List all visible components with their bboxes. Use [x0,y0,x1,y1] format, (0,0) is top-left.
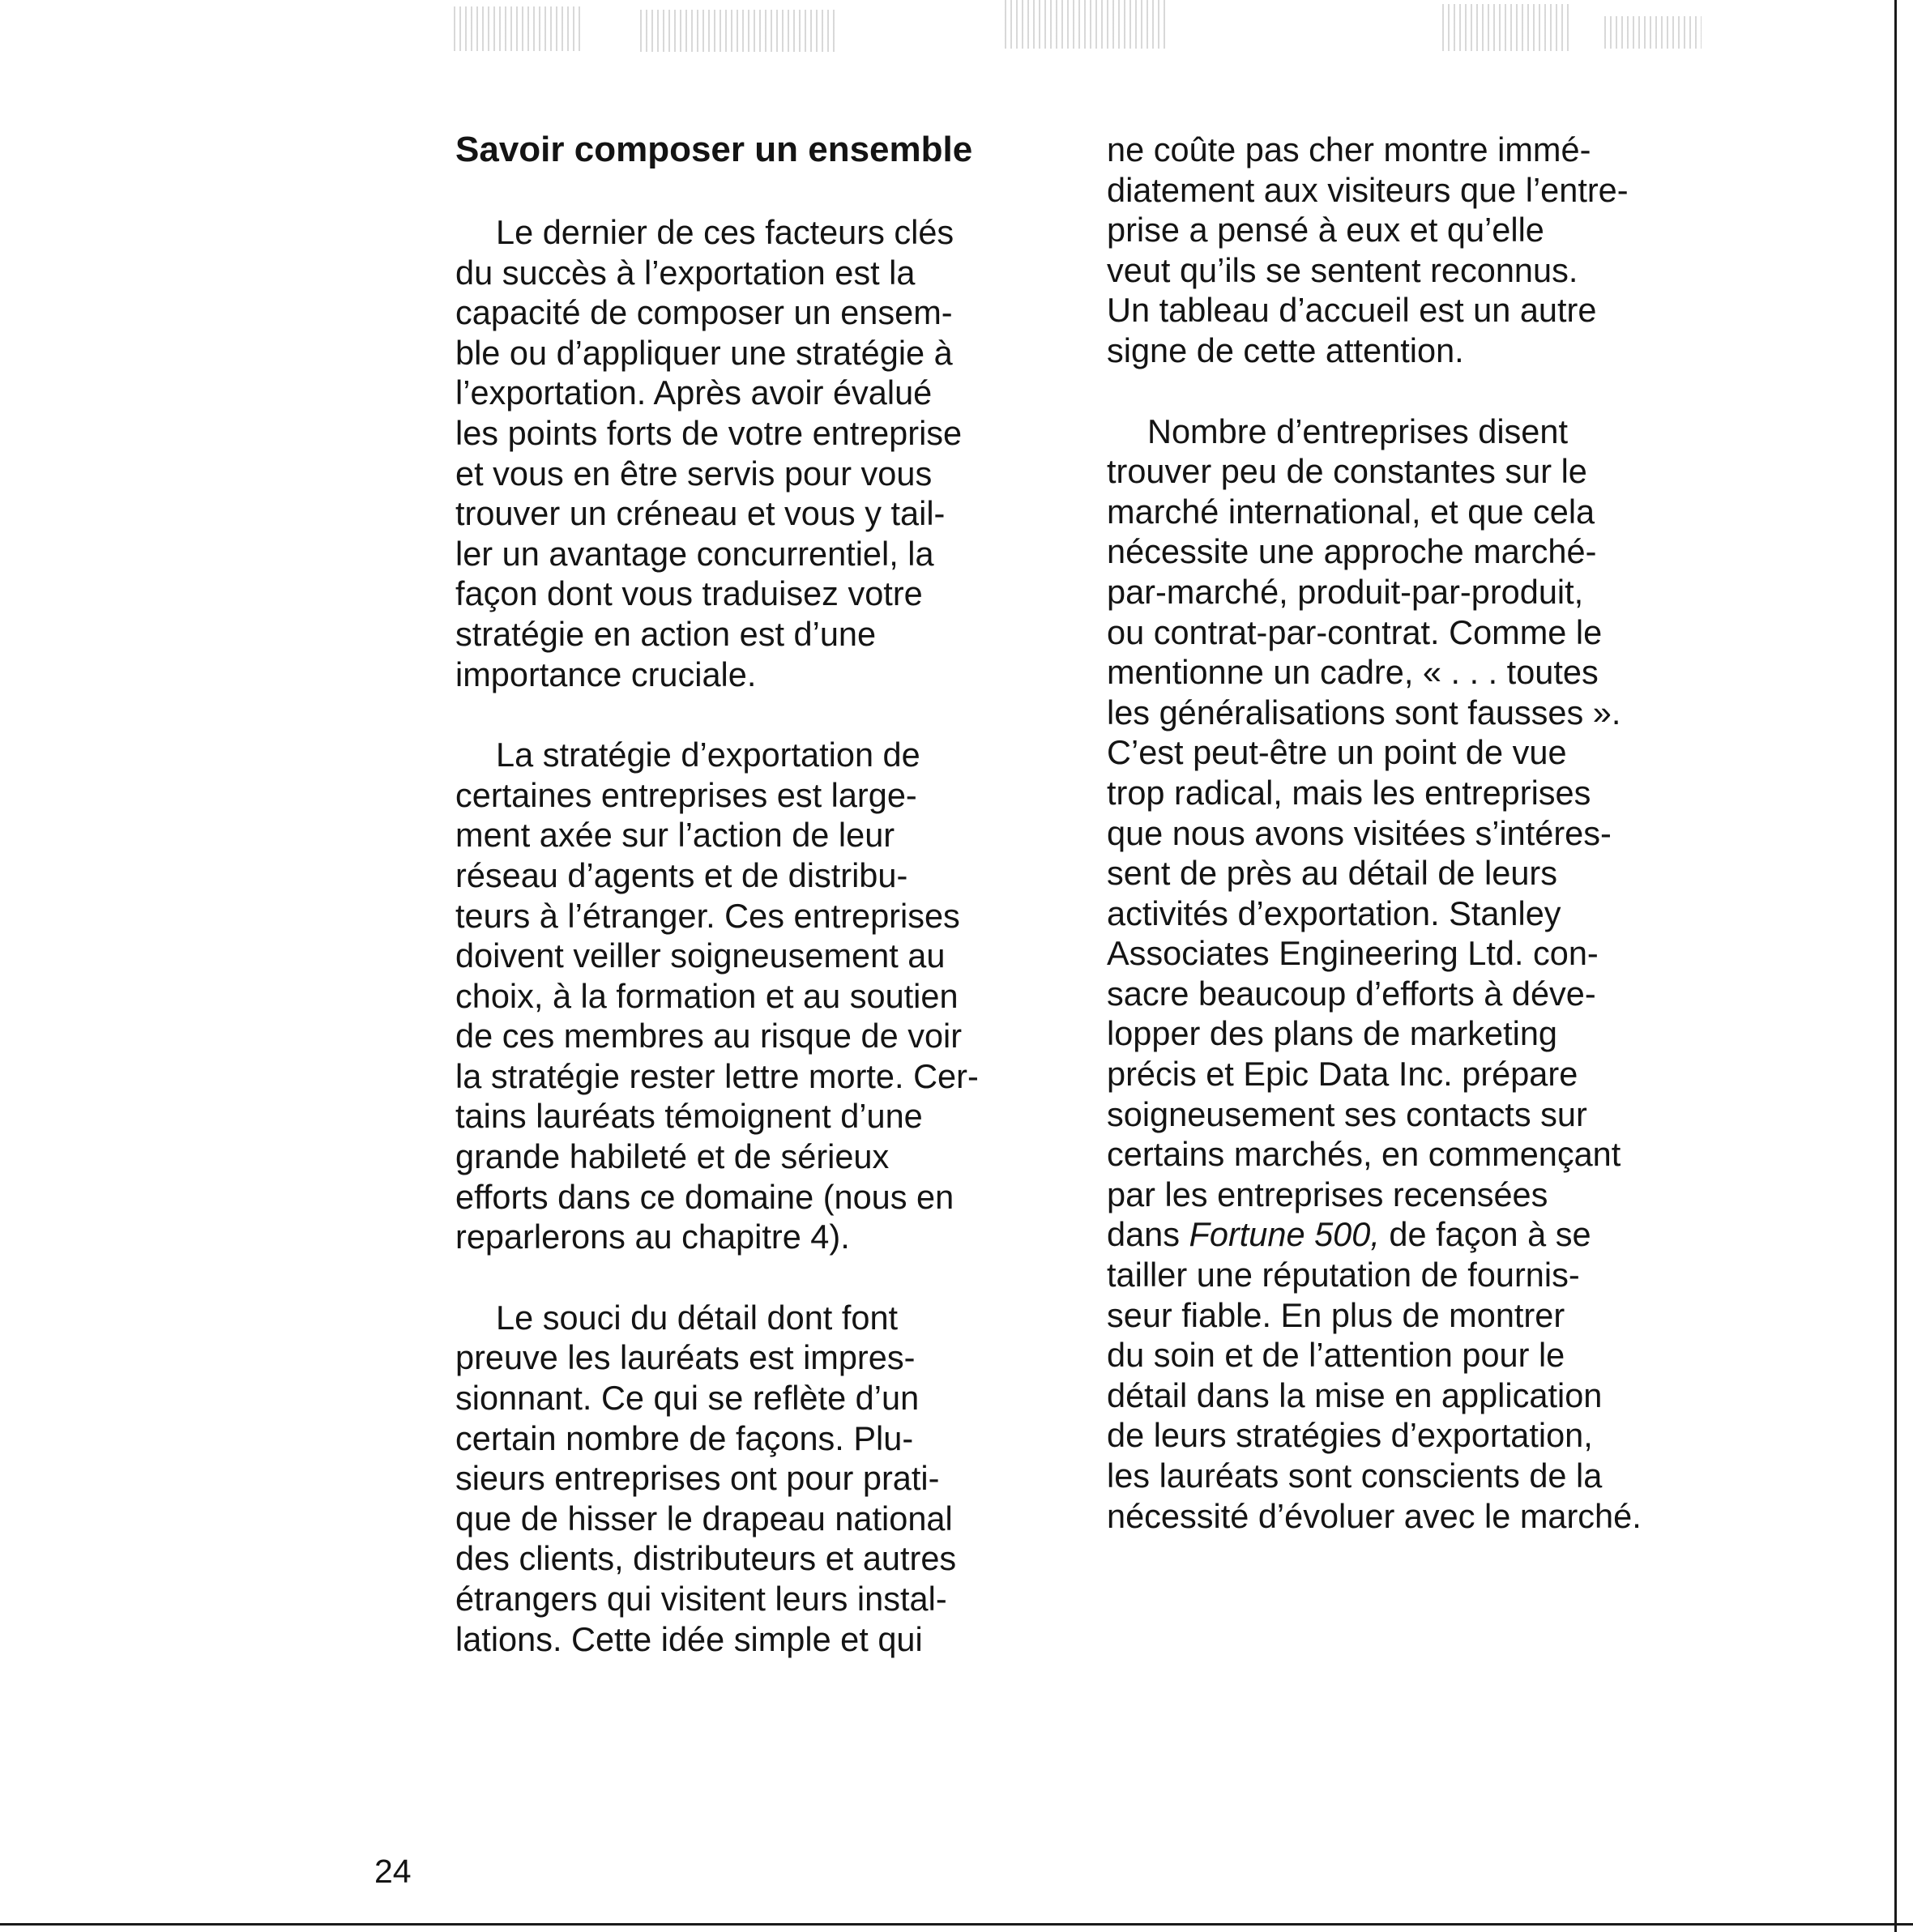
page-edge-bottom [0,1923,1913,1926]
text-line: détail dans la mise en application [1107,1375,1603,1414]
text-line: lations. Cette idée simple et qui [455,1619,923,1658]
text-line: sent de près au détail de leurs [1107,854,1557,893]
text-line: des clients, distributeurs et autres [455,1539,957,1578]
text-line: étrangers qui visitent leurs instal- [455,1580,947,1618]
text-line: sieurs entreprises ont pour prati- [455,1459,940,1498]
text-line-with-italic [1107,1214,1723,1255]
text-line: réseau d’agents et de distribu- [455,855,908,894]
text-line: signe de cette attention. [1107,331,1464,369]
text-line: ou contrat-par-contrat. Comme le [1107,612,1603,651]
text-line: capacité de composer un ensem- [455,293,953,332]
text-line: du succès à l’exportation est la [455,253,916,292]
text-line: Le dernier de ces facteurs clés [496,213,954,251]
paragraph-right-2 [1107,412,1723,1537]
text-line: du soin et de l’attention pour le [1107,1336,1565,1375]
text-line: grande habileté et de sérieux [455,1137,890,1176]
text-line: preuve les lauréats est impres- [455,1338,916,1377]
text-line: les points forts de votre entreprise [455,413,963,452]
text-line: ne coûte pas cher montre immé- [1107,130,1591,168]
text-line: par les entreprises recensées [1107,1175,1548,1213]
text-line: les lauréats sont conscients de la [1107,1456,1603,1495]
text-line: importance cruciale. [455,655,757,693]
text-line: l’exportation. Après avoir évalué [455,373,933,412]
text-line: de ces membres au risque de voir [455,1017,963,1056]
paragraph-left-2 [455,735,1071,1257]
text-line: Nombre d’entreprises disent [1147,412,1568,450]
text-fragment: de façon à se [1379,1215,1591,1254]
text-line: la stratégie rester lettre morte. Cer- [455,1056,979,1095]
text-line: lopper des plans de marketing [1107,1014,1557,1053]
text-line: précis et Epic Data Inc. prépare [1107,1055,1578,1094]
text-line: trouver un créneau et vous y tail- [455,494,946,533]
text-line: Le souci du détail dont font [496,1298,899,1337]
text-line: efforts dans ce domaine (nous en [455,1177,954,1216]
text-line: trouver peu de constantes sur le [1107,452,1587,491]
text-line: que nous avons visitées s’intéres- [1107,813,1612,852]
text-line: mentionne un cadre, « . . . toutes [1107,653,1599,692]
text-line: trop radical, mais les entreprises [1107,773,1591,812]
text-line: C’est peut-être un point de vue [1107,733,1567,772]
text-line: reparlerons au chapitre 4). [455,1218,850,1256]
paragraph-right-1 [1107,130,1723,371]
text-line: certains marchés, en commençant [1107,1135,1621,1174]
paragraph-left-3 [455,1298,1071,1659]
text-line: que de hisser le drapeau national [455,1499,953,1537]
text-line: nécessite une approche marché- [1107,532,1597,571]
text-line: teurs à l’étranger. Ces entreprises [455,896,960,935]
text-line: Associates Engineering Ltd. con- [1107,934,1599,973]
text-line: certain nombre de façons. Plu- [455,1418,914,1457]
text-line: stratégie en action est d’une [455,614,877,653]
text-line: les généralisations sont fausses ». [1107,693,1621,731]
text-fragment: dans [1107,1215,1189,1254]
text-line: tains lauréats témoignent d’une [455,1097,923,1136]
text-line: marché international, et que cela [1107,492,1595,531]
text-line: ler un avantage concurrentiel, la [455,534,934,573]
text-line: façon dont vous traduisez votre [455,574,923,613]
text-line: veut qu’ils se sentent reconnus. [1107,250,1578,289]
text-line: soigneusement ses contacts sur [1107,1094,1587,1133]
page-number: 24 [374,1853,412,1890]
left-column [455,130,1071,1659]
right-column [1107,130,1723,1536]
scan-artifact-top [454,0,1718,61]
text-line: ment axée sur l’action de leur [455,816,895,855]
text-line: prise a pensé à eux et qu’elle [1107,211,1544,249]
text-line: sionnant. Ce qui se reflète d’un [455,1379,920,1418]
text-line: activités d’exportation. Stanley [1107,893,1561,932]
paragraph-left-1 [455,212,1071,694]
text-line: nécessité d’évoluer avec le marché. [1107,1496,1642,1535]
section-heading: Savoir composer un ensemble [455,130,973,169]
text-line: Un tableau d’accueil est un autre [1107,291,1597,330]
text-line: ble ou d’appliquer une stratégie à [455,333,953,372]
text-line: La stratégie d’exportation de [496,736,920,774]
text-line: de leurs stratégies d’exportation, [1107,1416,1593,1455]
text-line: par-marché, produit-par-produit, [1107,572,1584,611]
text-line: tailler une réputation de fournis- [1107,1256,1580,1294]
publication-title: Fortune 500, [1189,1215,1380,1254]
text-line: seur fiable. En plus de montrer [1107,1295,1565,1334]
text-line: sacre beaucoup d’efforts à déve- [1107,974,1596,1013]
text-line: diatement aux visiteurs que l’entre- [1107,170,1629,209]
text-line: certaines entreprises est large- [455,775,917,814]
text-line: choix, à la formation et au soutien [455,976,959,1015]
text-line: et vous en être servis pour vous [455,454,933,493]
page-edge-right [1894,0,1897,1932]
text-line: doivent veiller soigneusement au [455,936,946,975]
